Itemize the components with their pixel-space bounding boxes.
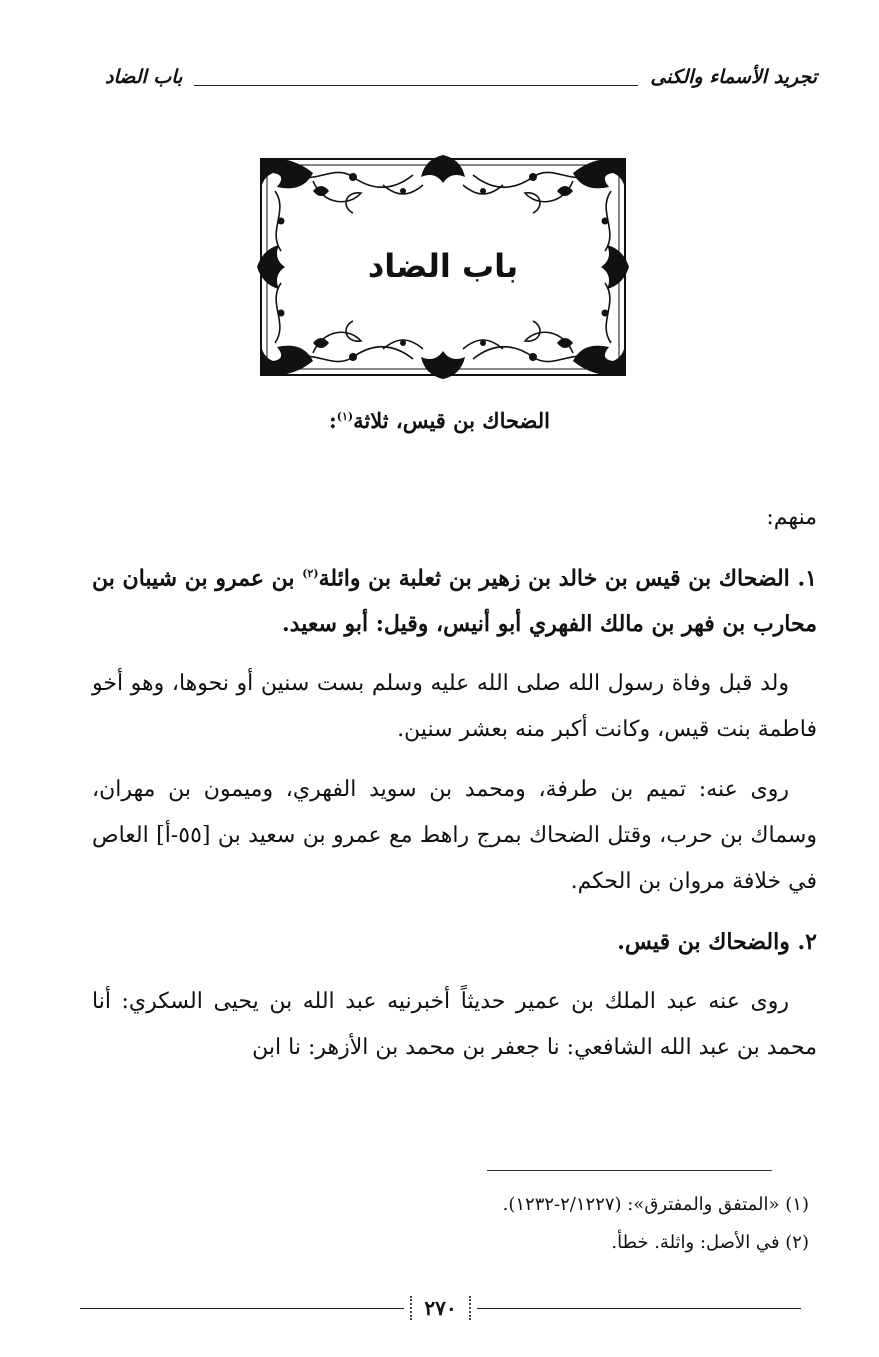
entry-1-number: ١. [797, 565, 817, 592]
entry-2-name: والضحاك بن قيس. [617, 929, 790, 956]
section-subheading [0, 408, 879, 433]
chapter-ornament-frame [253, 151, 633, 383]
chapter-title: باب الضاد [367, 247, 519, 285]
footnote-ref: (٢) [302, 567, 319, 580]
book-title: تجريد الأسماء والكنى [650, 66, 817, 88]
subheading-colon: : [329, 408, 337, 433]
paragraph-isnad: روى عنه عبد الملك بن عمير حديثاً أخبرنيه عبد الله بن يحيى السكري: أنا محمد بن عبد الله الشافعي: نا جعفر بن محمد بن الأزهر: نا ابن [92, 989, 817, 1061]
lead-line: منهم: [766, 505, 817, 530]
footnote-1: (١) «المتفق والمفترق»: (٢/١٢٢٧-١٢٣٢). [502, 1194, 809, 1215]
body-text [92, 495, 817, 1085]
running-header [105, 60, 817, 94]
chapter-name: باب الضاد [105, 66, 183, 88]
footnote-separator [487, 1170, 772, 1171]
header-rule [194, 85, 638, 86]
paragraph-narrators: روى عنه: تميم بن طرفة، ومحمد بن سويد الفهري، وميمون بن مهران، وسماك بن حرب، وقتل الضحاك بمرج راهط مع عمرو بن سعيد بن [٥٥-أ] العاص في خلافة مروان بن الحكم. [92, 777, 817, 895]
entry-1 [92, 551, 817, 647]
subheading-text: الضحاك بن قيس، ثلاثة [353, 408, 550, 433]
entry-1-name-part1: الضحاك بن قيس بن خالد بن زهير بن ثعلبة بن وائلة [318, 565, 790, 592]
entry-2-number: ٢. [797, 929, 817, 956]
page-footer [80, 1296, 801, 1320]
paragraph-birth: ولد قبل وفاة رسول الله صلى الله عليه وسلم بست سنين أو نحوها، وهو أخو فاطمة بنت قيس، وكانت أكبر منه بعشر سنين. [92, 671, 817, 743]
footnote-ref: (١) [336, 410, 354, 423]
page-number: ٢٧٠ [410, 1296, 470, 1320]
footnotes [92, 1186, 809, 1262]
entry-1-name-part2: بن عمرو بن شيبان بن محارب بن فهر بن مالك الفهري أبو أنيس، وقيل: أبو سعيد. [92, 565, 817, 638]
footnote-2: (٢) في الأصل: واثلة. خطأ. [611, 1232, 809, 1253]
footer-rule-right [477, 1308, 801, 1309]
footer-rule-left [80, 1308, 404, 1309]
entry-2 [92, 919, 817, 965]
